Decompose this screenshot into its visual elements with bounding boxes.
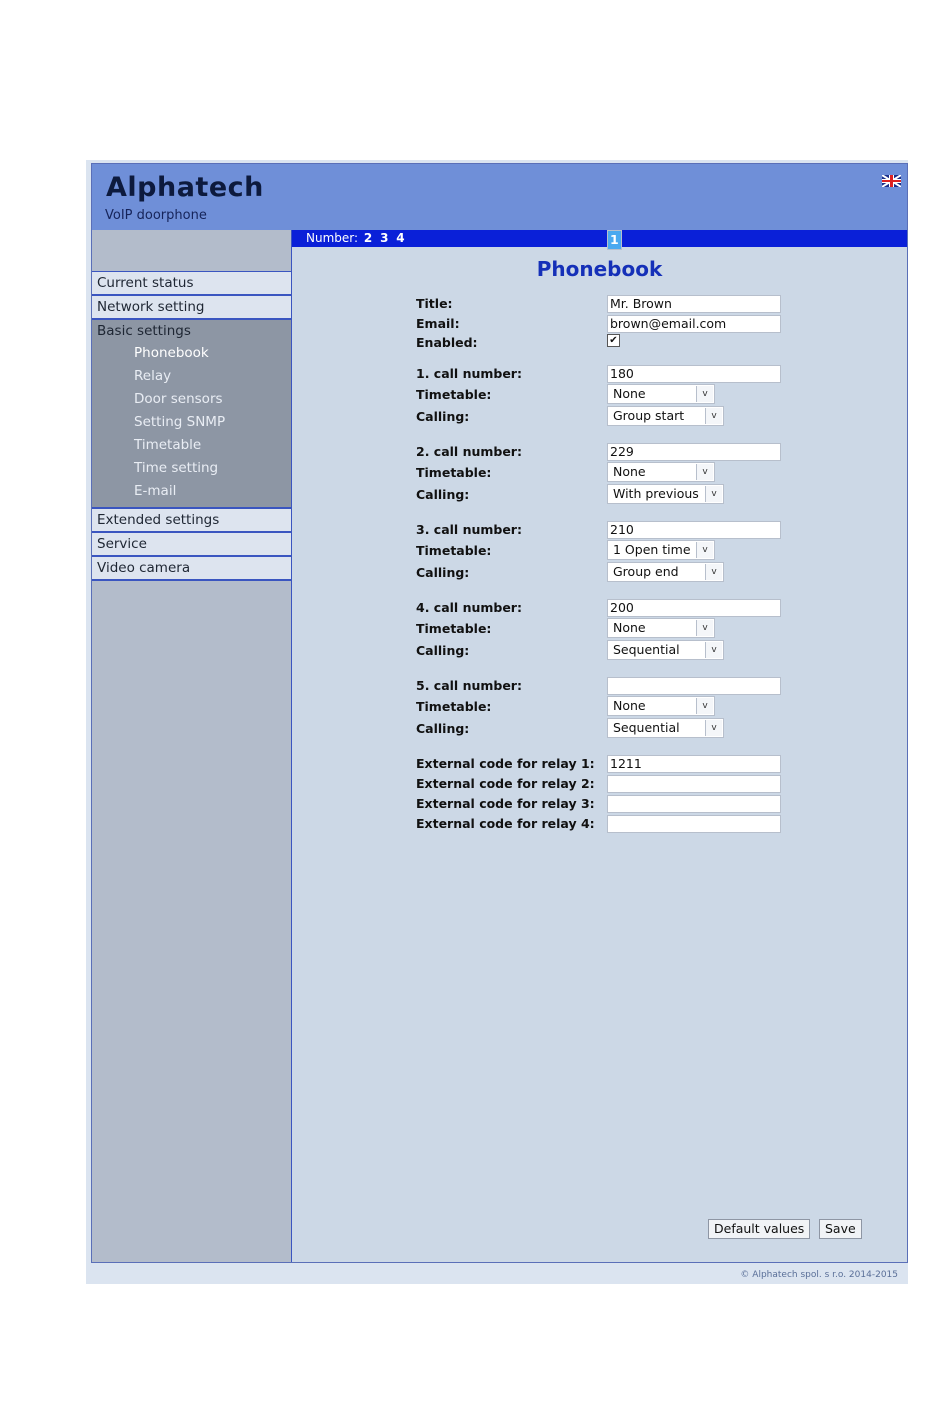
sidebar-group-basic-settings <box>92 320 291 509</box>
call-2-calling-value: With previous <box>613 486 699 501</box>
chevron-down-icon: v <box>705 564 722 580</box>
chevron-down-icon: v <box>696 542 713 558</box>
email-label: Email: <box>416 316 460 331</box>
call-2-calling-select[interactable] <box>607 484 724 504</box>
call-1-number-label: 1. call number: <box>416 366 522 381</box>
call-5-calling-value: Sequential <box>613 720 680 735</box>
app-window <box>86 160 908 1284</box>
chevron-down-icon: v <box>705 486 722 502</box>
call-1-calling-select[interactable] <box>607 406 724 426</box>
default-values-button[interactable]: Default values <box>708 1219 810 1239</box>
chevron-down-icon: v <box>696 620 713 636</box>
call-1-number-input[interactable]: 180 <box>607 365 781 383</box>
call-5-timetable-label: Timetable: <box>416 699 492 714</box>
sidebar-subitem-email[interactable]: E-mail <box>134 483 177 499</box>
call-2-number-input[interactable]: 229 <box>607 443 781 461</box>
relay-1-label: External code for relay 1: <box>416 756 595 771</box>
call-3-timetable-select[interactable] <box>607 540 715 560</box>
call-1-calling-label: Calling: <box>416 409 470 424</box>
page-frame <box>91 163 908 1263</box>
sidebar-item-basic-settings[interactable]: Basic settings <box>97 323 191 339</box>
number-selector-bar <box>292 230 907 247</box>
chevron-down-icon: v <box>696 386 713 402</box>
call-3-calling-value: Group end <box>613 564 679 579</box>
relay-4-label: External code for relay 4: <box>416 816 595 831</box>
sidebar-item-network-setting[interactable]: Network setting <box>92 296 291 320</box>
sidebar-subitem-setting-snmp[interactable]: Setting SNMP <box>134 414 226 430</box>
call-4-calling-value: Sequential <box>613 642 680 657</box>
call-1-calling-value: Group start <box>613 408 685 423</box>
call-2-timetable-select[interactable] <box>607 462 715 482</box>
call-5-calling-label: Calling: <box>416 721 470 736</box>
enabled-checkbox[interactable] <box>607 334 620 347</box>
call-2-calling-label: Calling: <box>416 487 470 502</box>
sidebar-subitem-door-sensors[interactable]: Door sensors <box>134 391 223 407</box>
call-2-timetable-value: None <box>613 464 646 479</box>
call-3-calling-select[interactable] <box>607 562 724 582</box>
email-input[interactable]: brown@email.com <box>607 315 781 333</box>
number-tab-1[interactable]: 1 <box>607 230 622 250</box>
chevron-down-icon: v <box>705 642 722 658</box>
header <box>92 164 907 230</box>
relay-3-input[interactable] <box>607 795 781 813</box>
call-4-timetable-label: Timetable: <box>416 621 492 636</box>
sidebar-subitem-phonebook[interactable]: Phonebook <box>134 345 209 361</box>
page-title: Phonebook <box>536 257 663 281</box>
sidebar-item-current-status[interactable]: Current status <box>92 272 291 296</box>
call-5-calling-select[interactable] <box>607 718 724 738</box>
call-5-number-label: 5. call number: <box>416 678 522 693</box>
chevron-down-icon: v <box>705 408 722 424</box>
title-label: Title: <box>416 296 453 311</box>
chevron-down-icon: v <box>705 720 722 736</box>
call-1-timetable-select[interactable] <box>607 384 715 404</box>
number-tab-4[interactable]: 4 <box>396 231 405 245</box>
main-content <box>292 230 907 1262</box>
call-4-number-input[interactable]: 200 <box>607 599 781 617</box>
call-3-timetable-label: Timetable: <box>416 543 492 558</box>
sidebar-item-extended-settings[interactable]: Extended settings <box>92 509 291 533</box>
call-5-number-input[interactable] <box>607 677 781 695</box>
sidebar-subitem-relay[interactable]: Relay <box>134 368 172 384</box>
chevron-down-icon: v <box>696 698 713 714</box>
sidebar-spacer <box>92 230 291 272</box>
title-input[interactable]: Mr. Brown <box>607 295 781 313</box>
call-4-calling-select[interactable] <box>607 640 724 660</box>
number-tab-2[interactable]: 2 <box>363 231 373 245</box>
sidebar-item-video-camera[interactable]: Video camera <box>92 557 291 581</box>
call-5-timetable-value: None <box>613 698 646 713</box>
number-tab-3[interactable]: 3 <box>380 231 389 245</box>
relay-4-input[interactable] <box>607 815 781 833</box>
relay-3-label: External code for relay 3: <box>416 796 595 811</box>
call-4-calling-label: Calling: <box>416 643 470 658</box>
chevron-down-icon: v <box>696 464 713 480</box>
number-label: Number: <box>306 231 359 245</box>
call-1-timetable-label: Timetable: <box>416 387 492 402</box>
call-3-number-input[interactable]: 210 <box>607 521 781 539</box>
call-3-timetable-value: 1 Open time <box>613 542 691 557</box>
relay-2-label: External code for relay 2: <box>416 776 595 791</box>
call-1-timetable-value: None <box>613 386 646 401</box>
brand-subtitle: VoIP doorphone <box>105 208 207 223</box>
checkmark-icon: ✔ <box>609 335 618 346</box>
call-4-number-label: 4. call number: <box>416 600 522 615</box>
call-3-number-label: 3. call number: <box>416 522 522 537</box>
relay-1-input[interactable]: 1211 <box>607 755 781 773</box>
call-2-timetable-label: Timetable: <box>416 465 492 480</box>
save-button[interactable]: Save <box>819 1219 862 1239</box>
brand-logo: Alphatech <box>106 172 264 203</box>
sidebar-item-service[interactable]: Service <box>92 533 291 557</box>
footer-copyright: © Alphatech spol. s r.o. 2014-2015 <box>740 1270 898 1280</box>
uk-flag-icon[interactable] <box>882 175 901 187</box>
sidebar <box>92 230 292 1262</box>
enabled-label: Enabled: <box>416 335 478 350</box>
call-2-number-label: 2. call number: <box>416 444 522 459</box>
call-5-timetable-select[interactable] <box>607 696 715 716</box>
sidebar-subitem-time-setting[interactable]: Time setting <box>134 460 219 476</box>
sidebar-subitem-timetable[interactable]: Timetable <box>134 437 202 453</box>
call-4-timetable-select[interactable] <box>607 618 715 638</box>
call-3-calling-label: Calling: <box>416 565 470 580</box>
call-4-timetable-value: None <box>613 620 646 635</box>
relay-2-input[interactable] <box>607 775 781 793</box>
